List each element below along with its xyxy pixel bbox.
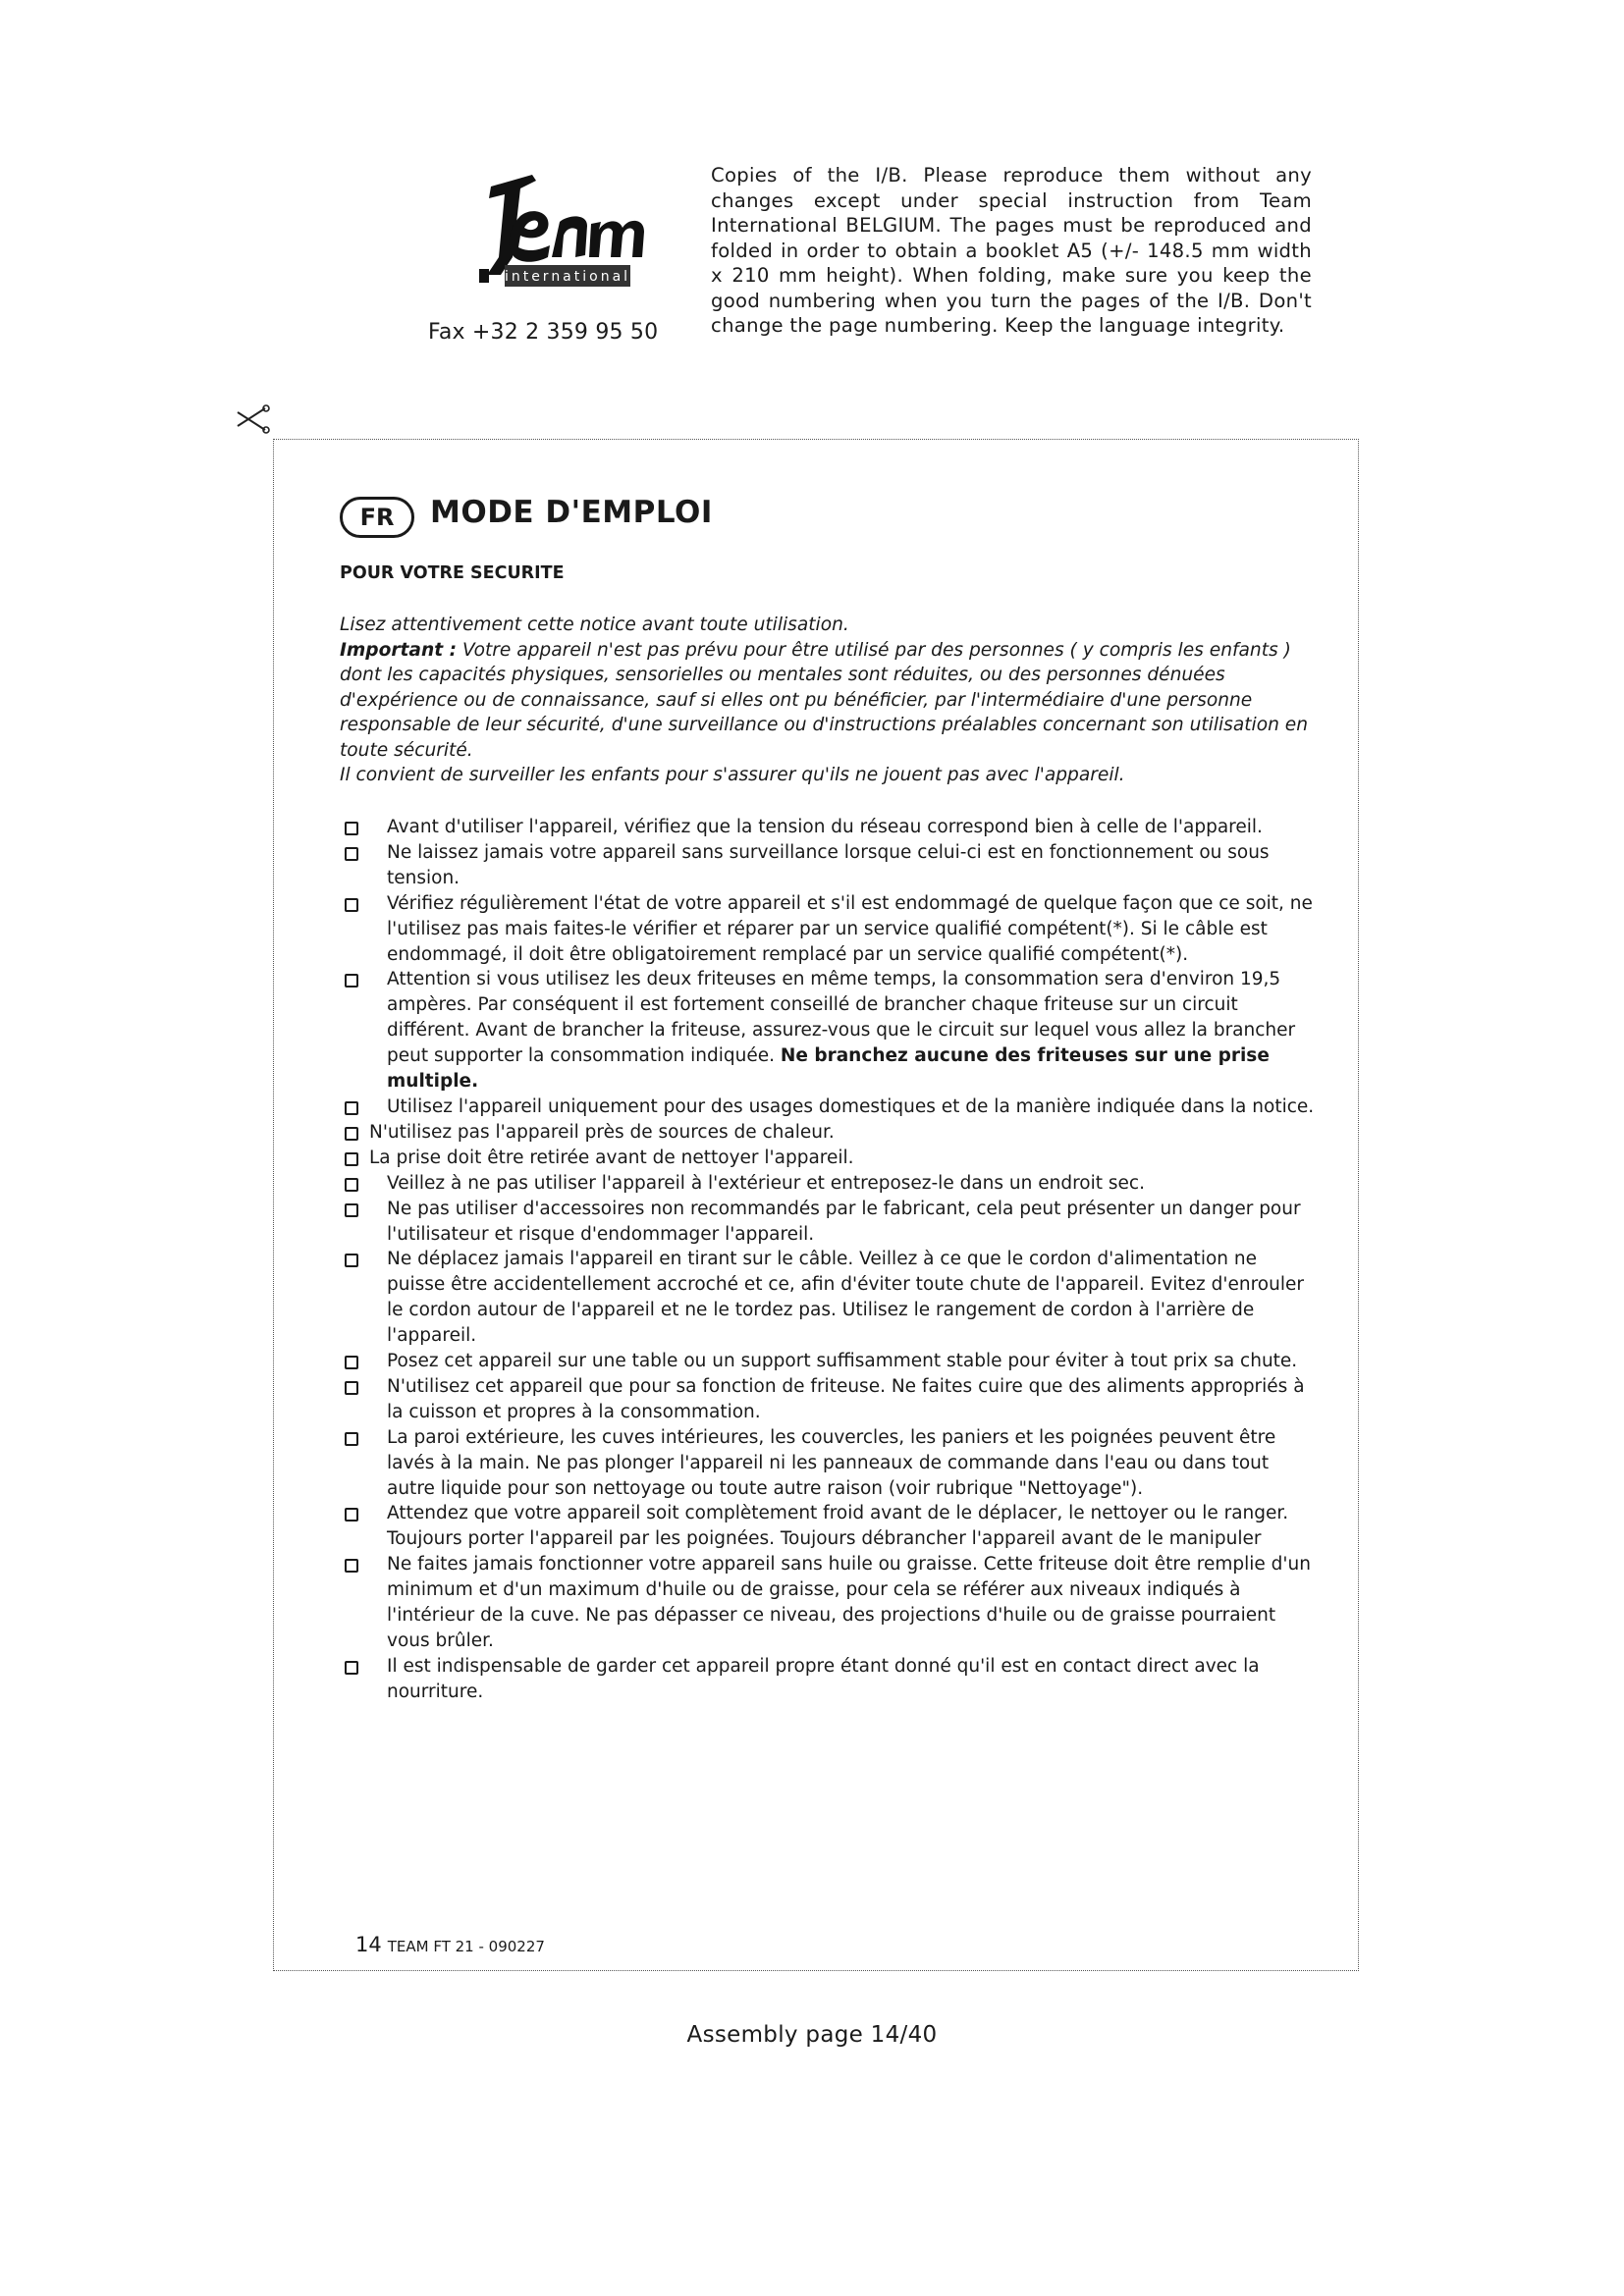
list-item: La paroi extérieure, les cuves intérieures, les couvercles, les paniers et les poignées peuvent être lavés à la main. Ne pas plonger l'appareil ni les panneaux de commande dans l'eau ou dans tout autre liquide pour son nettoyage ou toute autre raison (voir rubrique "Nettoyage"). [340,1425,1318,1502]
list-item: Veillez à ne pas utiliser l'appareil à l'extérieur et entreposez-le dans un endroit sec. [340,1171,1318,1197]
page-title: MODE D'EMPLOI [430,495,713,530]
list-item: La prise doit être retirée avant de nettoyer l'appareil. [340,1146,1318,1171]
assembly-page: Assembly page 14/40 [686,2022,938,2048]
checkbox-icon [345,847,358,861]
scissors-icon [236,404,271,434]
logo-subtext: international [504,269,631,285]
list-item: N'utilisez cet appareil que pour sa fonction de friteuse. Ne faites cuire que des aliments appropriés à la cuisson et propres à la consommation. [340,1374,1318,1425]
model-reference: TEAM FT 21 - 090227 [387,1938,545,1955]
safety-list [340,815,1318,1705]
list-item: Utilisez l'appareil uniquement pour des usages domestiques et de la manière indiquée dans la notice. [340,1095,1318,1120]
list-item: Posez cet appareil sur une table ou un support suffisamment stable pour éviter à tout prix sa chute. [340,1349,1318,1374]
checkbox-icon [345,1559,358,1573]
list-item: Ne déplacez jamais l'appareil en tirant sur le câble. Veillez à ce que le cordon d'alimentation ne puisse être accidentellement accroché et ce, afin d'éviter toute chute de l'appareil. Evitez d'enrouler le cordon autour de l'appareil et ne le tordez pas. Utilisez le rangement de cordon à l'arrière de l'appareil. [340,1247,1318,1349]
important-label: Important : [340,639,458,661]
page-footer [355,1933,545,1956]
checkbox-icon [345,974,358,988]
checkbox-icon [345,1178,358,1192]
intro-line: Il convient de surveiller les enfants pour s'assurer qu'ils ne jouent pas avec l'appareil. [340,765,1125,785]
intro-line: Lisez attentivement cette notice avant toute utilisation. [340,614,849,635]
checkbox-icon [345,1432,358,1446]
list-item: Ne pas utiliser d'accessoires non recommandés par le fabricant, cela peut présenter un danger pour l'utilisateur et risque d'endommager l'appareil. [340,1197,1318,1248]
section-heading: POUR VOTRE SECURITE [340,563,565,583]
intro-important [340,638,1312,764]
list-item: Ne laissez jamais votre appareil sans surveillance lorsque celui-ci est en fonctionnement ou sous tension. [340,840,1318,891]
checkbox-icon [345,898,358,912]
checkbox-icon [345,822,358,835]
team-international-logo [422,167,668,324]
checkbox-icon [345,1508,358,1522]
checkbox-icon [345,1127,358,1141]
list-item: Vérifiez régulièrement l'état de votre appareil et s'il est endommagé de quelque façon que ce soit, ne l'utilisez pas mais faites-le vérifier et réparer par un service qualifié compétent(*). Si le câble est endommagé, il doit être obligatoirement remplacé par un service qualifié compétent(*). [340,891,1318,968]
list-item: Attendez que votre appareil soit complètement froid avant de le déplacer, le nettoyer ou le ranger. Toujours porter l'appareil par les poignées. Toujours débrancher l'appareil avant de le manipuler [340,1501,1318,1552]
checkbox-icon [345,1661,358,1675]
page-number: 14 [355,1933,382,1956]
checkbox-icon [345,1356,358,1369]
list-item: N'utilisez pas l'appareil près de sources de chaleur. [340,1120,1318,1146]
checkbox-icon [345,1101,358,1115]
copies-note: Copies of the I/B. Please reproduce them without any changes except under special instruction from Team International BELGIUM. The pages must be reproduced and folded in order to obtain a booklet A5 (+/- 148.5 mm width x 210 mm height). When folding, make sure you keep the good numbering when you turn the pages of the I/B. Don't change the page numbering. Keep the language integrity. [711,164,1312,337]
checkbox-icon [345,1152,358,1166]
intro-text [340,613,1312,788]
list-item: Attention si vous utilisez les deux friteuses en même temps, la consommation sera d'environ 19,5 ampères. Par conséquent il est fortement conseillé de brancher chaque friteuse sur un circuit différent. Avant de brancher la friteuse, assurez-vous que le circuit sur lequel vous allez la brancher peut supporter la consommation indiquée. Ne branchez aucune des friteuses sur une prise multiple. [340,967,1318,1095]
fax-number: Fax +32 2 359 95 50 [428,320,659,345]
list-item: Avant d'utiliser l'appareil, vérifiez que la tension du réseau correspond bien à celle de l'appareil. [340,815,1318,840]
checkbox-icon [345,1254,358,1267]
list-item: Il est indispensable de garder cet appareil propre étant donné qu'il est en contact direct avec la nourriture. [340,1654,1318,1705]
checkbox-icon [345,1381,358,1395]
language-badge: FR [340,497,414,538]
list-item: Ne faites jamais fonctionner votre appareil sans huile ou graisse. Cette friteuse doit être remplie d'un minimum et d'un maximum d'huile ou de graisse, pour cela se référer aux niveaux indiqués à l'intérieur de la cuve. Ne pas dépasser ce niveau, des projections d'huile ou de graisse pourraient vous brûler. [340,1552,1318,1654]
checkbox-icon [345,1203,358,1217]
warning-bold: Ne branchez aucune des friteuses sur une prise multiple. [387,1045,1270,1093]
important-text: Votre appareil n'est pas prévu pour être utilisé par des personnes ( y compris les enfants ) dont les capacités physiques, sensorielles ou mentales sont réduites, ou des personnes dénuées d'expérience ou de connaissance, sauf si elles ont pu bénéficier, par l'intermédiaire d'une personne responsable de leur sécurité, d'une surveillance ou d'instructions préalables concernant son utilisation en toute sécurité. [340,639,1309,761]
